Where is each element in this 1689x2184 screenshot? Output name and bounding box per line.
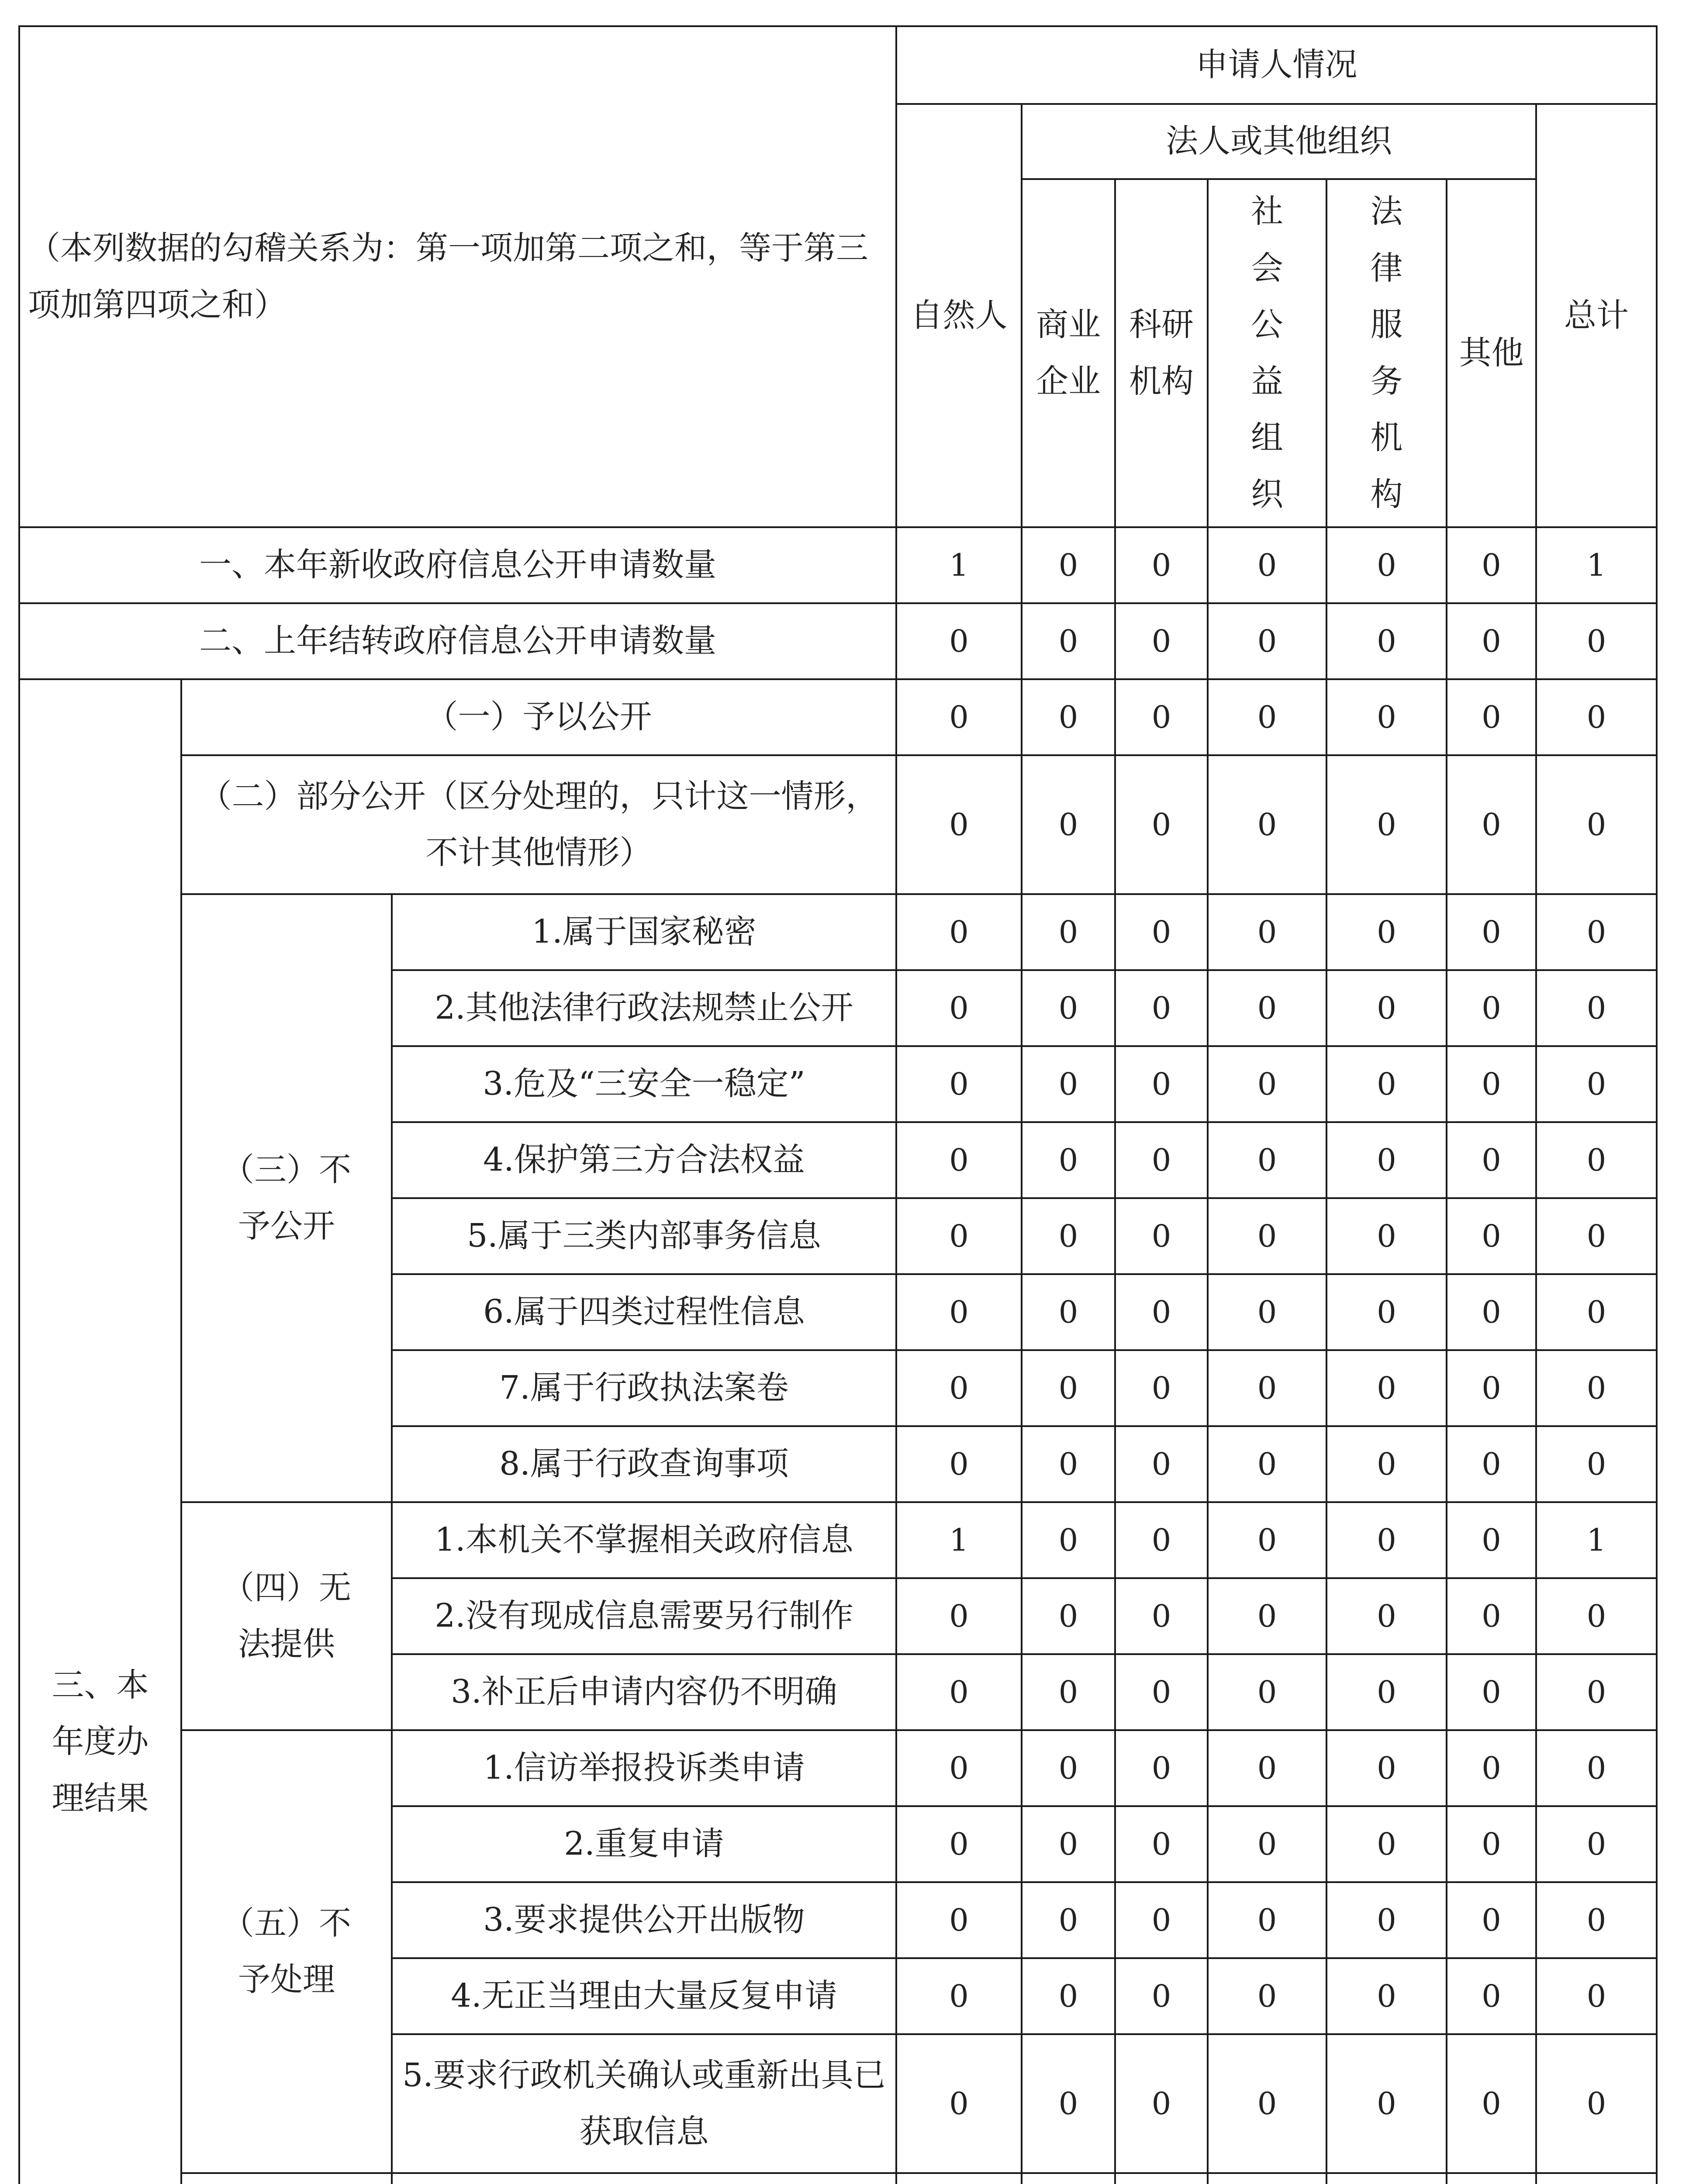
- cell-other: 0: [1447, 1806, 1536, 1882]
- cell-other: 0: [1447, 1122, 1536, 1198]
- cell-commercial: 0: [1022, 2034, 1115, 2173]
- header-research-institution: 科研机构: [1115, 179, 1208, 527]
- cell-total: [1536, 2173, 1657, 2184]
- group-label-other-processing: [181, 2173, 392, 2184]
- cell-commercial: 0: [1022, 1578, 1115, 1654]
- cell-commercial: 0: [1022, 1198, 1115, 1274]
- cell-natural-person: 0: [896, 1730, 1022, 1806]
- cell-other: 0: [1447, 1958, 1536, 2034]
- cell-natural-person: 0: [896, 1958, 1022, 2034]
- cell-total: 0: [1536, 1730, 1657, 1806]
- cell-welfare: 0: [1208, 1654, 1326, 1730]
- cell-research: 0: [1115, 1578, 1208, 1654]
- cell-research: 0: [1115, 1882, 1208, 1958]
- cell-total: 0: [1536, 1198, 1657, 1274]
- row-label: 4.保护第三方合法权益: [392, 1122, 896, 1198]
- cell-legal-service: [1326, 2173, 1447, 2184]
- gov-info-disclosure-table: [18, 25, 1671, 2184]
- cell-commercial: 0: [1022, 1806, 1115, 1882]
- cell-legal-service: 0: [1326, 1046, 1447, 1122]
- cell-other: 0: [1447, 603, 1536, 679]
- cell-other: 0: [1447, 1578, 1536, 1654]
- cell-natural-person: 0: [896, 755, 1022, 894]
- cell-legal-service: 0: [1326, 603, 1447, 679]
- cell-total: 0: [1536, 1806, 1657, 1882]
- cell-commercial: 0: [1022, 1730, 1115, 1806]
- cell-research: 0: [1115, 755, 1208, 894]
- cell-commercial: 0: [1022, 1882, 1115, 1958]
- cell-other: 0: [1447, 1350, 1536, 1426]
- row-label: 8.属于行政查询事项: [392, 1426, 896, 1502]
- cell-welfare: 0: [1208, 1882, 1326, 1958]
- cell-legal-service: 0: [1326, 527, 1447, 603]
- table-row: [19, 679, 1670, 755]
- cell-commercial: 0: [1022, 1502, 1115, 1578]
- cell-total: 0: [1536, 1122, 1657, 1198]
- cell-other: 0: [1447, 755, 1536, 894]
- table-row: [19, 527, 1670, 603]
- cell-commercial: 0: [1022, 755, 1115, 894]
- row-label: 3.补正后申请内容仍不明确: [392, 1654, 896, 1730]
- cell-natural-person: 0: [896, 1882, 1022, 1958]
- cell-welfare: 0: [1208, 970, 1326, 1046]
- cell-legal-service: 0: [1326, 1426, 1447, 1502]
- row-label: （二）部分公开（区分处理的，只计这一情形，不计其他情形）: [181, 755, 896, 894]
- cell-research: 0: [1115, 1654, 1208, 1730]
- cell-legal-service: 0: [1326, 679, 1447, 755]
- cell-other: 0: [1447, 970, 1536, 1046]
- cell-welfare: 0: [1208, 1502, 1326, 1578]
- cell-welfare: 0: [1208, 1046, 1326, 1122]
- cell-welfare: 0: [1208, 894, 1326, 970]
- cell-natural-person: 0: [896, 1806, 1022, 1882]
- cell-natural-person: 0: [896, 1122, 1022, 1198]
- cell-legal-service: 0: [1326, 1882, 1447, 1958]
- header-total: 总计: [1536, 104, 1657, 527]
- cell-legal-service: 0: [1326, 1730, 1447, 1806]
- header-other: 其他: [1447, 179, 1536, 527]
- cell-commercial: [1022, 2173, 1115, 2184]
- cell-total: 0: [1536, 894, 1657, 970]
- table-row: [19, 755, 1670, 894]
- row-label: 一、本年新收政府信息公开申请数量: [19, 527, 896, 603]
- header-commercial-enterprise: 商业企业: [1022, 179, 1115, 527]
- cell-research: 0: [1115, 894, 1208, 970]
- cell-welfare: 0: [1208, 1730, 1326, 1806]
- cell-other: 0: [1447, 1426, 1536, 1502]
- cell-legal-service: 0: [1326, 2034, 1447, 2173]
- cell-welfare: 0: [1208, 527, 1326, 603]
- cell-legal-service: 0: [1326, 1350, 1447, 1426]
- row-label: 1.信访举报投诉类申请: [392, 1730, 896, 1806]
- cell-other: 0: [1447, 1502, 1536, 1578]
- cell-research: 0: [1115, 527, 1208, 603]
- group-label-not-processed: （五）不予处理: [181, 1730, 392, 2173]
- cell-total: 0: [1536, 1578, 1657, 1654]
- cell-natural-person: 0: [896, 1578, 1022, 1654]
- cell-natural-person: 1: [896, 527, 1022, 603]
- cell-research: 0: [1115, 603, 1208, 679]
- header-legal-service-org: 法律服务机构: [1326, 179, 1447, 527]
- cell-natural-person: 0: [896, 1046, 1022, 1122]
- group-label-withheld: （三）不予公开: [181, 894, 392, 1502]
- cell-legal-service: 0: [1326, 894, 1447, 970]
- cell-welfare: 0: [1208, 2034, 1326, 2173]
- header-legal-or-other-org: 法人或其他组织: [1022, 104, 1536, 179]
- cell-commercial: 0: [1022, 603, 1115, 679]
- cell-total: 0: [1536, 1274, 1657, 1350]
- cell-total: 0: [1536, 1654, 1657, 1730]
- cell-research: 0: [1115, 1198, 1208, 1274]
- cell-natural-person: 0: [896, 603, 1022, 679]
- cell-natural-person: 0: [896, 2034, 1022, 2173]
- cell-legal-service: 0: [1326, 1806, 1447, 1882]
- cell-commercial: 0: [1022, 1046, 1115, 1122]
- cell-total: 1: [1536, 527, 1657, 603]
- cell-welfare: 0: [1208, 603, 1326, 679]
- cell-total: 0: [1536, 755, 1657, 894]
- cell-commercial: 0: [1022, 970, 1115, 1046]
- table-row: [19, 894, 1670, 970]
- row-label: 1.本机关不掌握相关政府信息: [392, 1502, 896, 1578]
- cell-natural-person: 0: [896, 970, 1022, 1046]
- cell-natural-person: [896, 2173, 1022, 2184]
- cell-welfare: 0: [1208, 1578, 1326, 1654]
- cell-other: 0: [1447, 1274, 1536, 1350]
- table-row: [19, 1502, 1670, 1578]
- cell-research: 0: [1115, 679, 1208, 755]
- cell-commercial: 0: [1022, 1350, 1115, 1426]
- cell-commercial: 0: [1022, 1958, 1115, 2034]
- cell-other: 0: [1447, 527, 1536, 603]
- cell-total: 1: [1536, 1502, 1657, 1578]
- cell-research: 0: [1115, 1730, 1208, 1806]
- row-label: [392, 2173, 896, 2184]
- cell-commercial: 0: [1022, 679, 1115, 755]
- cell-commercial: 0: [1022, 1274, 1115, 1350]
- cell-research: 0: [1115, 2034, 1208, 2173]
- cell-welfare: 0: [1208, 1198, 1326, 1274]
- cell-research: [1115, 2173, 1208, 2184]
- section3-label: 三、本年度办理结果: [19, 679, 181, 2184]
- header-note: （本列数据的勾稽关系为：第一项加第二项之和，等于第三项加第四项之和）: [19, 26, 896, 527]
- cell-commercial: 0: [1022, 1426, 1115, 1502]
- cell-total: 0: [1536, 1350, 1657, 1426]
- cell-other: 0: [1447, 1198, 1536, 1274]
- cell-natural-person: 0: [896, 1654, 1022, 1730]
- row-label: 7.属于行政执法案卷: [392, 1350, 896, 1426]
- cell-natural-person: 1: [896, 1502, 1022, 1578]
- cell-research: 0: [1115, 1274, 1208, 1350]
- cell-other: 0: [1447, 679, 1536, 755]
- row-label: 1.属于国家秘密: [392, 894, 896, 970]
- cell-legal-service: 0: [1326, 1198, 1447, 1274]
- cell-welfare: 0: [1208, 1350, 1326, 1426]
- cell-legal-service: 0: [1326, 970, 1447, 1046]
- cell-welfare: 0: [1208, 1958, 1326, 2034]
- cell-research: 0: [1115, 1350, 1208, 1426]
- cell-legal-service: 0: [1326, 1578, 1447, 1654]
- cell-other: 0: [1447, 1730, 1536, 1806]
- cell-welfare: 0: [1208, 755, 1326, 894]
- table-row: [19, 603, 1670, 679]
- cell-natural-person: 0: [896, 1198, 1022, 1274]
- header-natural-person: 自然人: [896, 104, 1022, 527]
- cell-natural-person: 0: [896, 1274, 1022, 1350]
- cell-commercial: 0: [1022, 1122, 1115, 1198]
- cell-legal-service: 0: [1326, 1654, 1447, 1730]
- cell-total: 0: [1536, 1958, 1657, 2034]
- cell-commercial: 0: [1022, 894, 1115, 970]
- cell-total: 0: [1536, 2034, 1657, 2173]
- cell-legal-service: 0: [1326, 755, 1447, 894]
- cell-total: 0: [1536, 1426, 1657, 1502]
- header-public-welfare-org: 社会公益组织: [1208, 179, 1326, 527]
- cell-research: 0: [1115, 970, 1208, 1046]
- row-label: 3.危及“三安全一稳定”: [392, 1046, 896, 1122]
- row-label: 5.属于三类内部事务信息: [392, 1198, 896, 1274]
- cell-total: 0: [1536, 1046, 1657, 1122]
- cell-welfare: 0: [1208, 1122, 1326, 1198]
- row-label: 6.属于四类过程性信息: [392, 1274, 896, 1350]
- cell-legal-service: 0: [1326, 1274, 1447, 1350]
- cell-legal-service: 0: [1326, 1958, 1447, 2034]
- cell-research: 0: [1115, 1502, 1208, 1578]
- header-applicant-situation: 申请人情况: [896, 26, 1657, 104]
- cell-total: 0: [1536, 679, 1657, 755]
- cell-commercial: 0: [1022, 527, 1115, 603]
- cell-other: 0: [1447, 1654, 1536, 1730]
- cell-welfare: 0: [1208, 679, 1326, 755]
- row-label: 2.其他法律行政法规禁止公开: [392, 970, 896, 1046]
- cell-commercial: 0: [1022, 1654, 1115, 1730]
- cell-welfare: 0: [1208, 1274, 1326, 1350]
- row-label: 2.没有现成信息需要另行制作: [392, 1578, 896, 1654]
- cell-welfare: [1208, 2173, 1326, 2184]
- cell-total: 0: [1536, 1882, 1657, 1958]
- cell-other: [1447, 2173, 1536, 2184]
- cell-other: 0: [1447, 2034, 1536, 2173]
- cell-research: 0: [1115, 1046, 1208, 1122]
- row-label: 3.要求提供公开出版物: [392, 1882, 896, 1958]
- group-label-unable-to-provide: （四）无法提供: [181, 1502, 392, 1730]
- cell-research: 0: [1115, 1426, 1208, 1502]
- cell-total: 0: [1536, 603, 1657, 679]
- cell-other: 0: [1447, 894, 1536, 970]
- cell-legal-service: 0: [1326, 1122, 1447, 1198]
- row-label: （一）予以公开: [181, 679, 896, 755]
- cell-research: 0: [1115, 1958, 1208, 2034]
- cell-natural-person: 0: [896, 1426, 1022, 1502]
- row-label: 2.重复申请: [392, 1806, 896, 1882]
- table-row: [19, 2173, 1670, 2184]
- cell-other: 0: [1447, 1882, 1536, 1958]
- cell-welfare: 0: [1208, 1426, 1326, 1502]
- row-label: 5.要求行政机关确认或重新出具已获取信息: [392, 2034, 896, 2173]
- cell-other: 0: [1447, 1046, 1536, 1122]
- cell-natural-person: 0: [896, 1350, 1022, 1426]
- cell-natural-person: 0: [896, 894, 1022, 970]
- cell-natural-person: 0: [896, 679, 1022, 755]
- cell-research: 0: [1115, 1122, 1208, 1198]
- row-label: 二、上年结转政府信息公开申请数量: [19, 603, 896, 679]
- cell-total: 0: [1536, 970, 1657, 1046]
- cell-welfare: 0: [1208, 1806, 1326, 1882]
- row-label: 4.无正当理由大量反复申请: [392, 1958, 896, 2034]
- table-row: [19, 1730, 1670, 1806]
- cell-research: 0: [1115, 1806, 1208, 1882]
- cell-legal-service: 0: [1326, 1502, 1447, 1578]
